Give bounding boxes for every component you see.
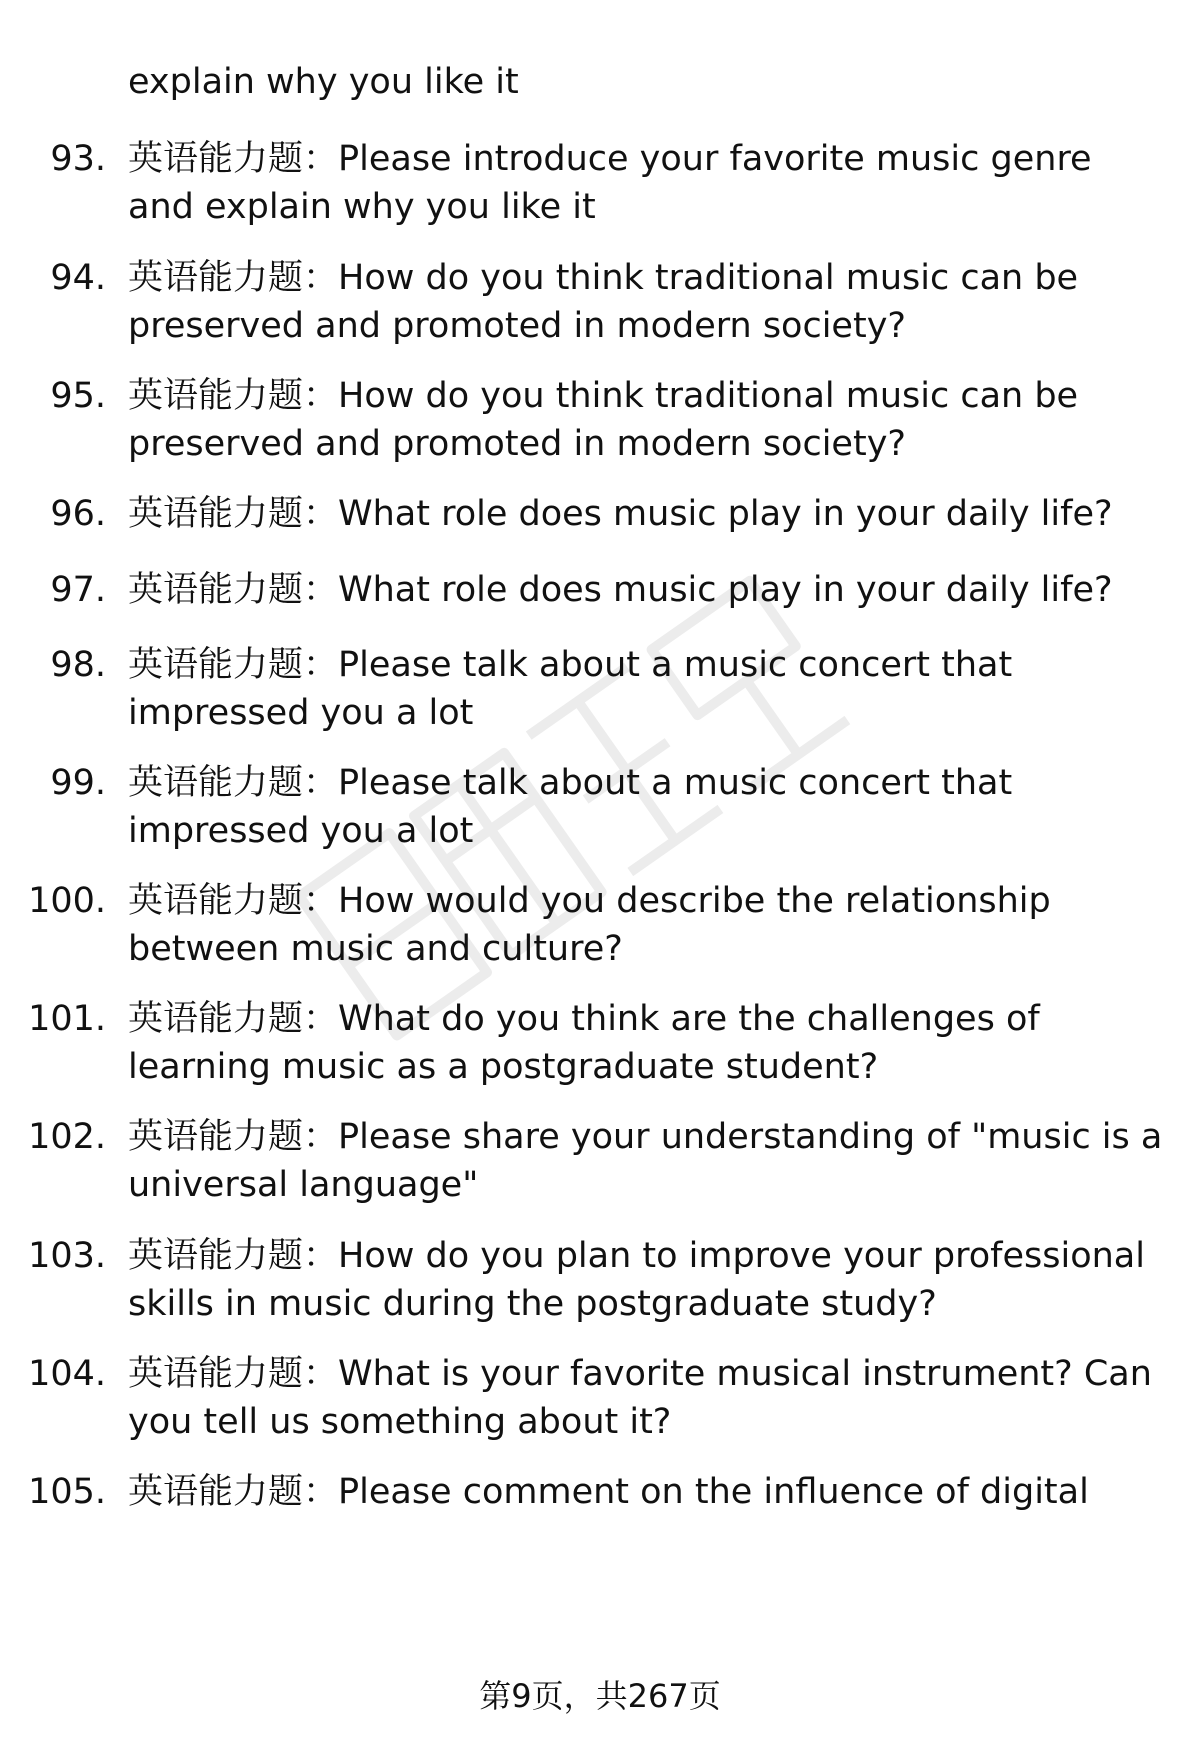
question-body: Please share your understanding of "music is a universal language" bbox=[128, 1117, 1163, 1205]
question-number: 94. bbox=[50, 258, 106, 298]
question-number: 96. bbox=[50, 494, 106, 534]
question-number: 102. bbox=[28, 1117, 106, 1157]
question-body: Please introduce your favorite music genre and explain why you like it bbox=[128, 139, 1092, 227]
question-number: 98. bbox=[50, 645, 106, 685]
question-number: 101. bbox=[28, 999, 106, 1039]
question-number: 99. bbox=[50, 763, 106, 803]
question-text bbox=[128, 1468, 1168, 1516]
question-number: 104. bbox=[28, 1354, 106, 1394]
question-body: What role does music play in your daily life? bbox=[338, 494, 1113, 534]
question-text bbox=[128, 566, 1168, 614]
question-body: What do you think are the challenges of learning music as a postgraduate student? bbox=[128, 999, 1040, 1087]
question-body: Please talk about a music concert that impressed you a lot bbox=[128, 645, 1013, 733]
question-text bbox=[128, 1350, 1168, 1446]
question-prefix: 英语能力题： bbox=[128, 494, 339, 534]
question-body: How would you describe the relationship between music and culture? bbox=[128, 881, 1051, 969]
question-prefix: 英语能力题： bbox=[128, 376, 339, 416]
question-prefix: 英语能力题： bbox=[128, 763, 339, 803]
question-text bbox=[128, 995, 1168, 1091]
question-prefix: 英语能力题： bbox=[128, 1472, 339, 1512]
question-number: 93. bbox=[50, 139, 106, 179]
question-text bbox=[128, 254, 1168, 350]
question-prefix: 英语能力题： bbox=[128, 139, 339, 179]
question-number: 97. bbox=[50, 570, 106, 610]
question-prefix: 英语能力题： bbox=[128, 999, 339, 1039]
question-prefix: 英语能力题： bbox=[128, 258, 339, 298]
question-number: 100. bbox=[28, 881, 106, 921]
continuation-text: explain why you like it bbox=[128, 62, 519, 102]
question-text bbox=[128, 372, 1168, 468]
question-body: How do you think traditional music can be preserved and promoted in modern society? bbox=[128, 376, 1079, 464]
question-prefix: 英语能力题： bbox=[128, 645, 339, 685]
question-text bbox=[128, 490, 1168, 538]
question-text bbox=[128, 759, 1168, 855]
question-body: What is your favorite musical instrument? Can you tell us something about it? bbox=[128, 1354, 1152, 1442]
question-text bbox=[128, 1232, 1168, 1328]
page-footer: 第9页，共267页 bbox=[479, 1677, 721, 1715]
question-prefix: 英语能力题： bbox=[128, 1354, 339, 1394]
question-prefix: 英语能力题： bbox=[128, 1117, 339, 1157]
question-text bbox=[128, 1113, 1168, 1209]
question-body: How do you plan to improve your professional skills in music during the postgraduate study? bbox=[128, 1236, 1145, 1324]
question-body: Please comment on the influence of digital bbox=[338, 1472, 1089, 1512]
question-body: What role does music play in your daily life? bbox=[338, 570, 1113, 610]
question-text bbox=[128, 135, 1168, 231]
question-number: 105. bbox=[28, 1472, 106, 1512]
question-number: 95. bbox=[50, 376, 106, 416]
question-text bbox=[128, 641, 1168, 737]
question-number: 103. bbox=[28, 1236, 106, 1276]
question-prefix: 英语能力题： bbox=[128, 1236, 339, 1276]
question-body: Please talk about a music concert that impressed you a lot bbox=[128, 763, 1013, 851]
question-prefix: 英语能力题： bbox=[128, 570, 339, 610]
question-body: How do you think traditional music can be preserved and promoted in modern society? bbox=[128, 258, 1079, 346]
question-text bbox=[128, 877, 1168, 973]
question-prefix: 英语能力题： bbox=[128, 881, 339, 921]
